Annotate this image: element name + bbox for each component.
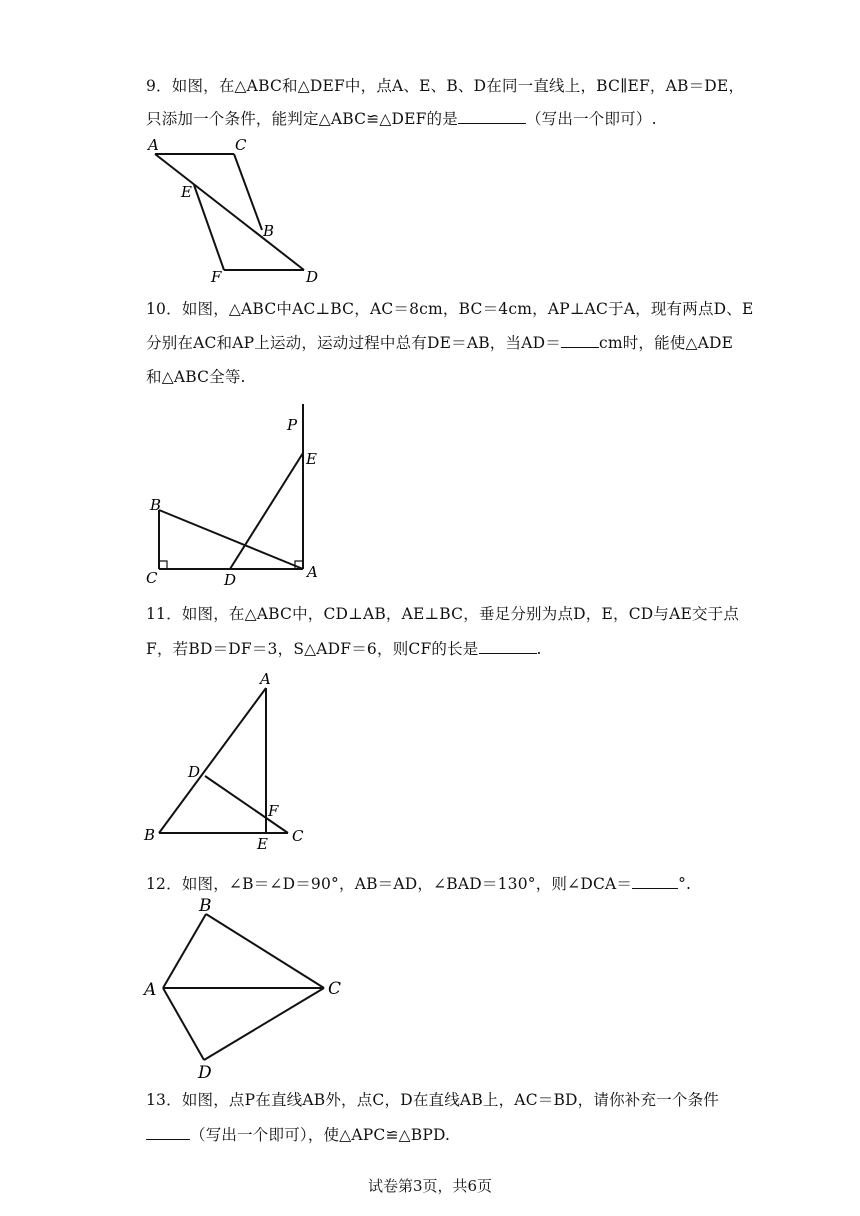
- q10-label-A: A: [307, 563, 318, 581]
- q13-answer-blank[interactable]: [146, 1125, 190, 1140]
- q12-label-D: D: [198, 1063, 212, 1083]
- q11-line2-tail: .: [536, 640, 542, 658]
- q11-line2-text: F，若BD＝DF＝3，S△ADF＝6，则CF的长是: [146, 640, 479, 658]
- q12-label-C: C: [328, 979, 342, 999]
- q11-label-A: A: [260, 670, 271, 688]
- q11-label-E: E: [257, 835, 268, 853]
- q12-label-A: A: [144, 980, 157, 1000]
- q9-label-D: D: [306, 268, 319, 286]
- q11-label-C: C: [292, 827, 304, 845]
- q10-label-D: D: [224, 571, 237, 589]
- q12-line1-text: 12．如图，∠B＝∠D＝90°，AB＝AD，∠BAD＝130°，则∠DCA＝: [146, 875, 633, 893]
- q12-line1-tail: °.: [678, 875, 692, 893]
- q10-label-E: E: [306, 450, 317, 468]
- q13-line2-text: （写出一个即可），使△APC≌△BPD.: [190, 1126, 451, 1144]
- q10-line3: 和△ABC全等.: [146, 368, 246, 386]
- q13-line2: [146, 1123, 450, 1145]
- q10-line2-tail: cm时，能使△ADE: [598, 334, 734, 352]
- q10-label-B: B: [150, 496, 162, 514]
- page-footer: 试卷第3页，共6页: [367, 1177, 493, 1195]
- q9-label-E: E: [181, 183, 192, 201]
- q11-label-D: D: [188, 763, 201, 781]
- q10-line1: 10．如图，△ABC中AC⊥BC，AC＝8cm，BC＝4cm，AP⊥AC于A，现有两点D、E: [146, 300, 754, 318]
- q9-line2-tail: （写出一个即可）.: [525, 110, 657, 128]
- q11-label-B: B: [144, 826, 156, 844]
- q10-label-P: P: [287, 416, 298, 434]
- q10-label-C: C: [146, 569, 158, 587]
- q9-label-F: F: [211, 268, 222, 286]
- q9-label-C: C: [235, 136, 247, 154]
- q9-line1: 9．如图，在△ABC和△DEF中，点A、E、B、D在同一直线上，BC∥EF，AB＝DE，: [146, 77, 745, 95]
- q9-label-B: B: [263, 222, 275, 240]
- q9-label-A: A: [148, 136, 159, 154]
- q10-line2-text: 分别在AC和AP上运动，运动过程中总有DE＝AB，当AD＝: [146, 334, 561, 352]
- q13-line1: 13．如图，点P在直线AB外，点C，D在直线AB上，AC＝BD，请你补充一个条件: [146, 1091, 719, 1109]
- q11-line1: 11．如图，在△ABC中，CD⊥AB，AE⊥BC，垂足分别为点D，E，CD与AE交于点: [146, 605, 740, 623]
- q9-line2-text: 只添加一个条件，能判定△ABC≌△DEF的是: [146, 110, 458, 128]
- q12-label-B: B: [199, 896, 212, 916]
- q11-label-F: F: [268, 802, 279, 820]
